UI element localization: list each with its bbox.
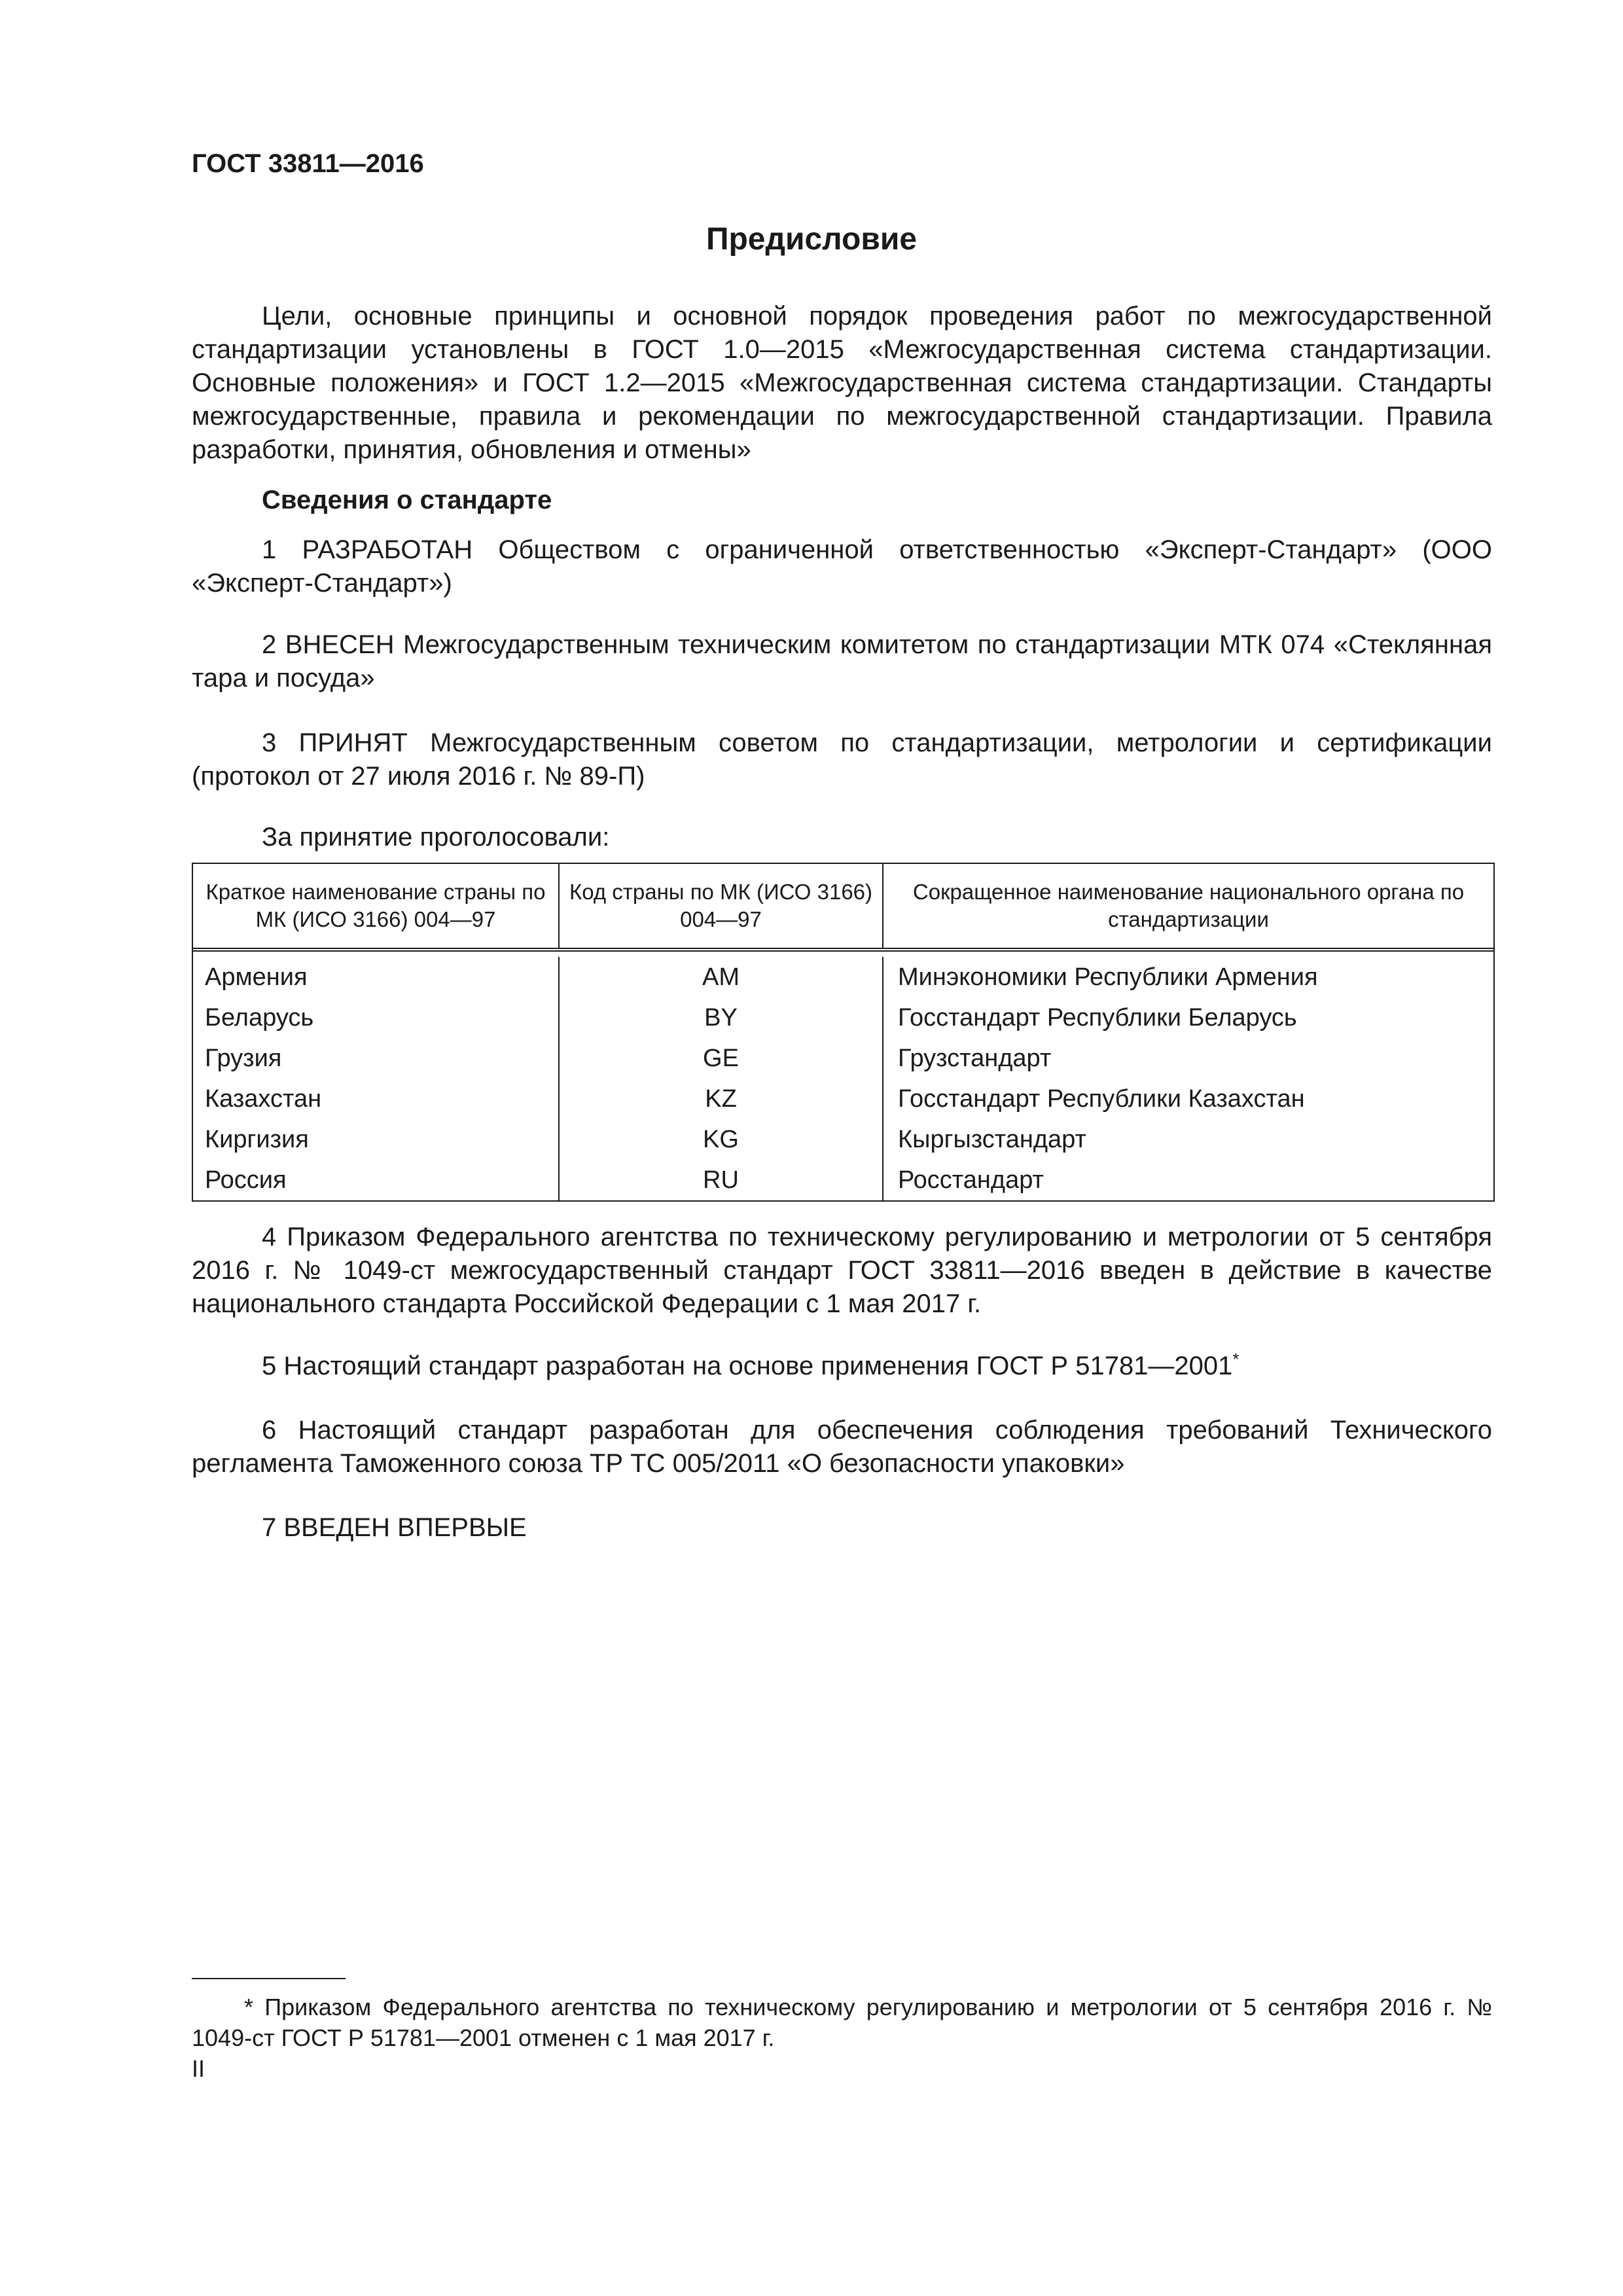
cell-code: AM [560,957,883,997]
cell-country: Россия [193,1160,560,1200]
header-code: Код страны по МК (ИСО 3166) 004—97 [560,864,883,948]
table-body [193,952,1493,1200]
cell-code: KG [560,1119,883,1160]
table-row [193,1038,1493,1079]
table-row [193,952,1493,997]
footnote-marker: * [1232,1349,1240,1369]
footnote: * Приказом Федерального агентства по техническому регулированию и метрологии от 5 сентября 2016 г. № 1049-ст ГОСТ Р 51781—2001 отменен с 1 мая 2017 г. [192,1994,1492,2051]
cell-body: Госстандарт Республики Беларусь [898,1004,1297,1031]
item-5 [192,1350,1492,1383]
cell-code: GE [560,1038,883,1079]
item-2: 2 ВНЕСЕН Межгосударственным техническим комитетом по стандартизации МТК 074 «Стеклянная тара и посуда» [192,630,1492,692]
header-country: Краткое наименование страны по МК (ИСО 3166) 004—97 [193,864,560,948]
cell-country: Казахстан [193,1079,560,1119]
cell-code: BY [560,997,883,1038]
cell-code: KZ [560,1079,883,1119]
page-number: II [192,2055,205,2082]
item-7: 7 ВВЕДЕН ВПЕРВЫЕ [262,1513,527,1542]
item-4: 4 Приказом Федерального агентства по техническому регулированию и метрологии от 5 сентября 2016 г. № 1049-ст межгосударственный стандарт ГОСТ 33811—2016 введен в действие в качестве национального стандарта Российской Федерации с 1 мая 2017 г. [192,1223,1492,1318]
table-row [193,1079,1493,1119]
cell-body: Грузстандарт [898,1045,1052,1072]
cell-country: Армения [193,957,560,997]
table-row [193,1119,1493,1160]
cell-country: Грузия [193,1038,560,1079]
cell-body: Госстандарт Республики Казахстан [898,1085,1305,1113]
intro-paragraph: Цели, основные принципы и основной порядок проведения работ по межгосударственной стандартизации установлены в ГОСТ 1.0—2015 «Межгосударственная система стандартизации. Основные положения» и ГОСТ 1.2—2015 «Межгосударственная система стандартизации. Стандарты межгосударственные, правила и рекомендации по межгосударственной стандартизации. Правила разработки, принятия, обновления и отмены» [192,302,1492,464]
table-row [193,997,1493,1038]
footnote-divider [192,1978,346,1979]
cell-country: Беларусь [193,997,560,1038]
page-title: Предисловие [705,222,918,257]
item-1: 1 РАЗРАБОТАН Обществом с ограниченной ответственностью «Эксперт-Стандарт» (ООО «Эксперт-Стандарт») [192,535,1492,598]
header-body: Сокращенное наименование национального органа по стандартизации [912,880,1465,931]
cell-body: Кыргызстандарт [898,1126,1086,1153]
vote-label: За принятие проголосовали: [262,823,610,852]
cell-body: Минэкономики Республики Армения [898,963,1318,991]
cell-body: Росстандарт [898,1166,1044,1194]
item-3: 3 ПРИНЯТ Межгосударственным советом по стандартизации, метрологии и сертификации (протокол от 27 июля 2016 г. № 89-П) [192,728,1492,791]
subheading: Сведения о стандарте [262,486,552,514]
cell-country: Киргизия [193,1119,560,1160]
table-row [193,1160,1493,1200]
item-5-text: 5 Настоящий стандарт разработан на основе применения ГОСТ Р 51781—2001 [262,1352,1233,1380]
document-header: ГОСТ 33811—2016 [192,149,424,178]
table-header [193,864,1493,952]
cell-code: RU [560,1160,883,1200]
voting-table [192,863,1495,1202]
item-6: 6 Настоящий стандарт разработан для обеспечения соблюдения требований Технического регламента Таможенного союза ТР ТС 005/2011 «О безопасности упаковки» [192,1416,1492,1478]
